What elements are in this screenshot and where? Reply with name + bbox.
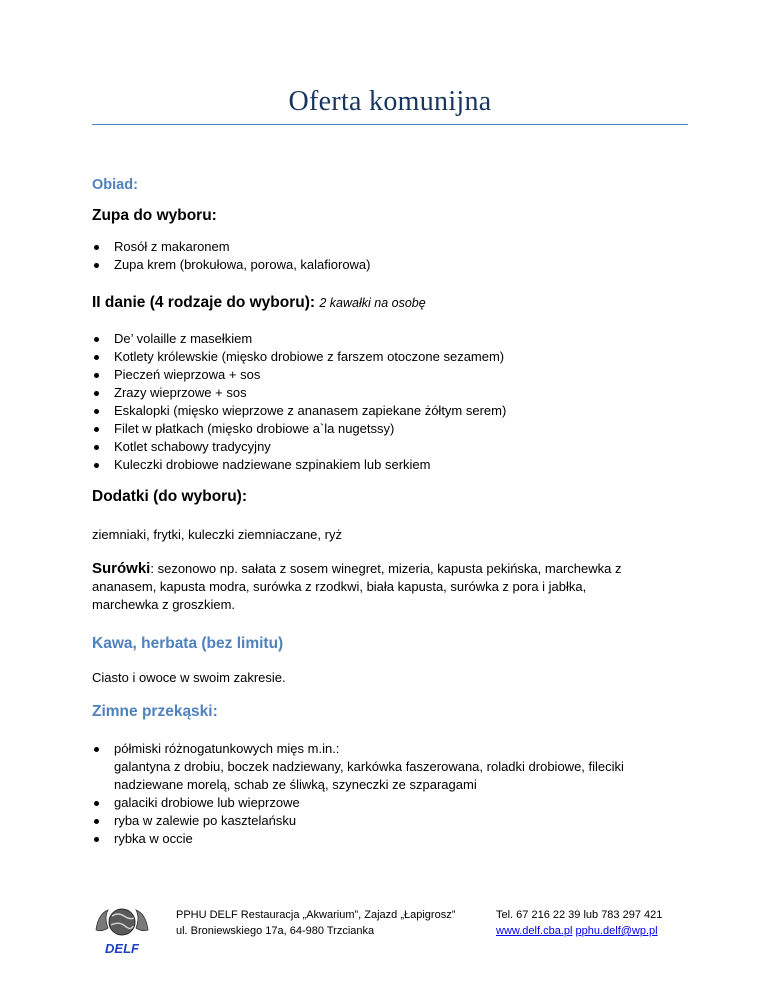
list-item: Filet w płatkach (mięsko drobiowe a`la nugetssy) [92,420,506,438]
phone-numbers: Tel. 67 216 22 39 lub 783 297 421 [496,909,663,921]
delf-logo [92,900,152,956]
footer [92,900,692,960]
list-item: Eskalopki (mięsko wieprzowe z ananasem zapiekane żółtym serem) [92,402,506,420]
list-item: Kuleczki drobiowe nadziewane szpinakiem lub serkiem [92,456,506,474]
list-item: Kotlety królewskie (mięsko drobiowe z farszem otoczone sezamem) [92,348,506,366]
company-address: ul. Broniewskiego 17a, 64-980 Trzcianka [176,925,375,937]
company-info [176,907,455,939]
kawa-heading: Kawa, herbata (bez limitu) [92,635,284,652]
website-link[interactable]: www.delf.cba.pl [496,925,573,937]
list-item: Zrazy wieprzowe + sos [92,384,506,402]
drugie-danie-title: II danie (4 rodzaje do wyboru): [92,294,316,311]
list-item: De’ volaille z masełkiem [92,330,506,348]
portion-note: 2 kawałki na osobę [319,296,426,310]
dolphin-globe-icon [92,900,152,956]
kawa-text: Ciasto i owoce w swoim zakresie. [92,670,286,685]
list-item: Zupa krem (brokułowa, porowa, kalafiorowa) [92,256,371,274]
list-item-subline: nadziewane morelą, schab ze śliwką, szyneczki ze szparagami [114,777,477,792]
zupa-list [92,238,371,274]
surowki-lead: Surówki [92,560,151,577]
list-item: Pieczeń wieprzowa + sos [92,366,506,384]
dodatki-heading: Dodatki (do wyboru): [92,488,247,505]
dodatki-text: ziemniaki, frytki, kuleczki ziemniaczane, ryż [92,527,342,542]
email-link[interactable]: pphu.delf@wp.pl [575,925,658,937]
list-item-text: półmiski różnogatunkowych mięs m.in.: [114,741,340,756]
surowki-line-1: : sezonowo np. sałata z sosem winegret, mizeria, kapusta pekińska, marchewka z [150,561,622,576]
list-item: rybka w occie [92,830,624,848]
zimne-heading: Zimne przekąski: [92,703,218,720]
contact-info [496,907,662,939]
zupa-heading: Zupa do wyboru: [92,207,217,224]
obiad-heading: Obiad: [92,177,138,193]
document-title: Oferta komunijna [288,86,492,117]
company-name: PPHU DELF Restauracja „Akwarium”, Zajazd „Łapigrosz” [176,909,456,921]
svg-text:DELF: DELF [105,941,139,956]
title-underline [92,124,688,125]
surowki-paragraph [92,560,692,614]
list-item: Kotlet schabowy tradycyjny [92,438,506,456]
zimne-list [92,740,624,848]
surowki-line-3: marchewka z groszkiem. [92,597,236,612]
drugie-danie-list [92,330,506,474]
list-item: ryba w zalewie po kasztelańsku [92,812,624,830]
list-item-subline: galantyna z drobiu, boczek nadziewany, karkówka faszerowana, roladki drobiowe, fileciki [114,759,624,774]
list-item: galaciki drobiowe lub wieprzowe [92,794,624,812]
drugie-danie-heading [92,294,426,312]
list-item [92,740,624,794]
surowki-line-2: ananasem, kapusta modra, surówka z rzodkwi, biała kapusta, surówka z pora i jabłka, [92,579,587,594]
list-item: Rosół z makaronem [92,238,371,256]
